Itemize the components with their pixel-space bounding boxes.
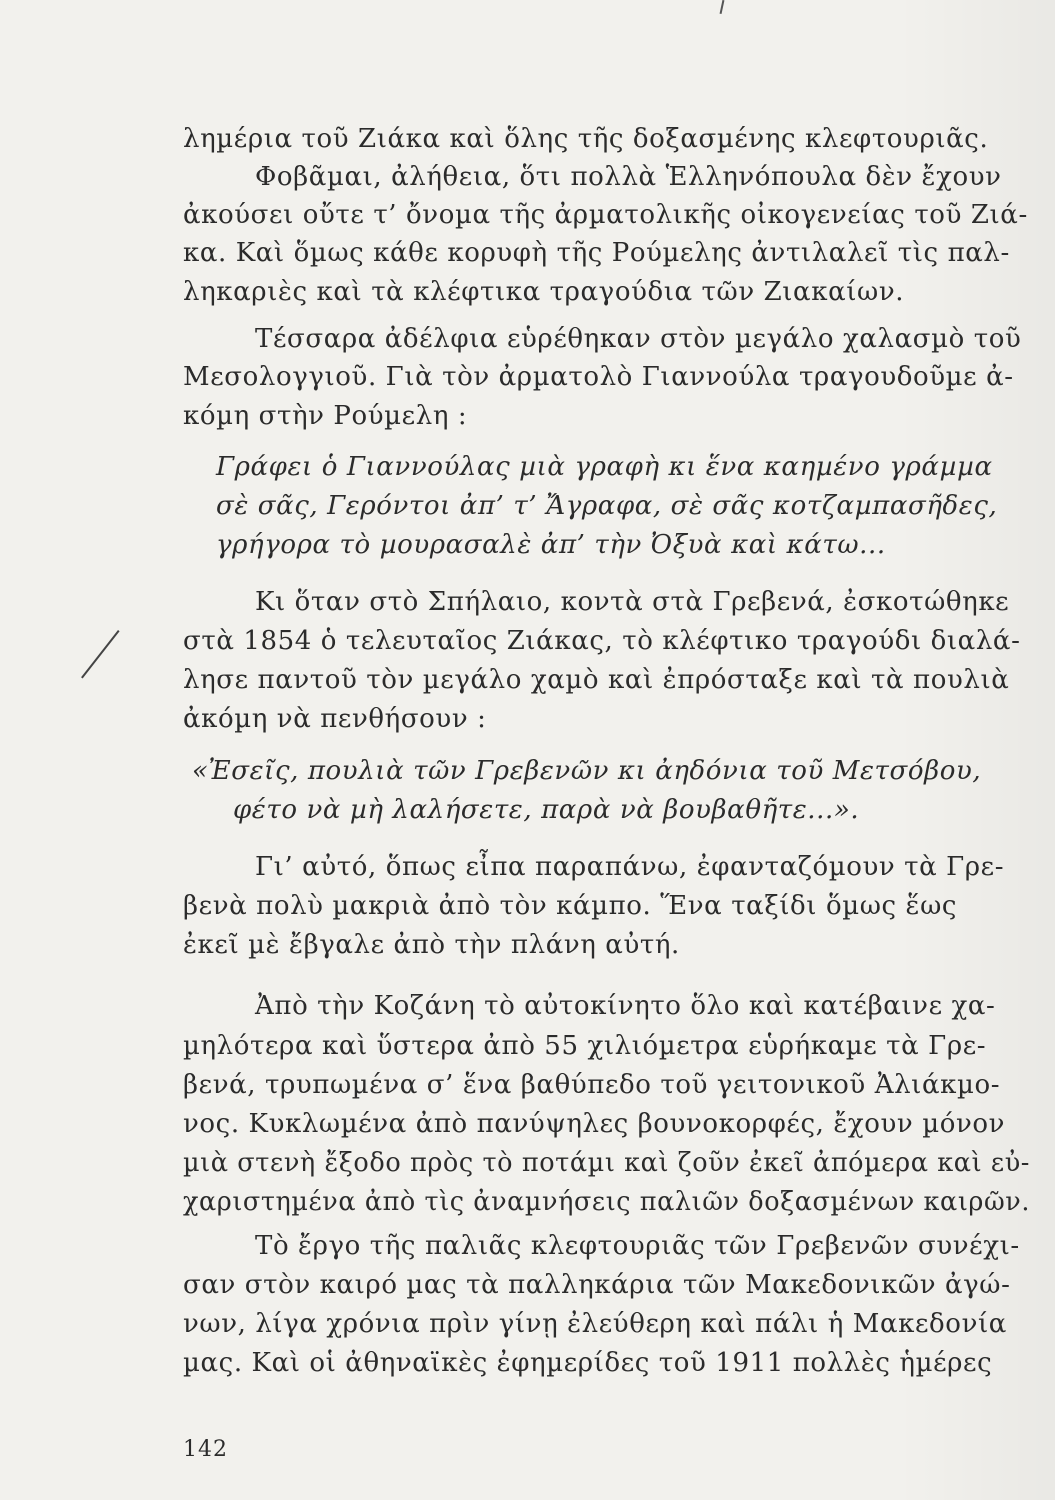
text-line: κόµη στὴν Ρούµελη : [183, 401, 468, 431]
text-line: ἐκεῖ µὲ ἔβγαλε ἀπὸ τὴν πλάνη αὐτή. [183, 930, 680, 960]
text-line: ληµέρια τοῦ Ζιάκα καὶ ὅλης τῆς δοξασµένης κλεφτουριᾶς. [183, 124, 989, 154]
pen-tick-mark [720, 0, 725, 14]
verse-line: γρήγορα τὸ µουρασαλὲ ἀπ’ τὴν Ὀξυὰ καὶ κάτω... [216, 530, 886, 560]
text-line: σαν στὸν καιρό µας τὰ παλληκάρια τῶν Μακεδονικῶν ἀγώ- [183, 1270, 1011, 1300]
verse-line: «Ἐσεῖς, πουλιὰ τῶν Γρεβενῶν κι ἀηδόνια τοῦ Μετσόβου, [192, 756, 982, 786]
text-line: κα. Καὶ ὅµως κάθε κορυφὴ τῆς Ρούµελης ἀντιλαλεῖ τὶς παλ- [183, 238, 1010, 268]
text-line: βενά, τρυπωµένα σ’ ἕνα βαθύπεδο τοῦ γειτονικοῦ Ἀλιάκµο- [183, 1070, 1001, 1100]
verse-line: Γράφει ὁ Γιαννούλας µιὰ γραφὴ κι ἕνα καηµένο γράµµα [216, 452, 993, 482]
text-line: Ἀπὸ τὴν Κοζάνη τὸ αὐτοκίνητο ὅλο καὶ κατέβαινε χα- [255, 991, 996, 1021]
text-line: λησε παντοῦ τὸν µεγάλο χαµὸ καὶ ἐπρόσταξε καὶ τὰ πουλιὰ [183, 665, 1010, 695]
text-line: µιὰ στενὴ ἔξοδο πρὸς τὸ ποτάµι καὶ ζοῦν ἐκεῖ ἀπόµερα καὶ εὐ- [183, 1148, 1031, 1178]
text-line: Τέσσαρα ἀδέλφια εὑρέθηκαν στὸν µεγάλο χαλασµὸ τοῦ [255, 324, 1022, 354]
text-line: ληκαριὲς καὶ τὰ κλέφτικα τραγούδια τῶν Ζιακαίων. [183, 277, 905, 307]
verse-line: σὲ σᾶς, Γερόντοι ἀπ’ τ’ Ἄγραφα, σὲ σᾶς κοτζαµπασῆδες, [216, 491, 998, 521]
text-line: Τὸ ἔργο τῆς παλιᾶς κλεφτουριᾶς τῶν Γρεβενῶν συνέχι- [255, 1231, 1020, 1261]
text-line: νων, λίγα χρόνια πρὶν γίνῃ ἐλεύθερη καὶ πάλι ἡ Μακεδονία [183, 1309, 1007, 1339]
text-line: χαριστηµένα ἀπὸ τὶς ἀναµνήσεις παλιῶν δοξασµένων καιρῶν. [183, 1187, 1031, 1217]
text-line: νος. Κυκλωµένα ἀπὸ πανύψηλες βουνοκορφές, ἔχουν µόνον [183, 1109, 1006, 1139]
margin-pencil-slash [81, 630, 120, 679]
text-line: Κι ὅταν στὸ Σπήλαιο, κοντὰ στὰ Γρεβενά, ἐσκοτώθηκε [255, 587, 1010, 617]
text-line: ἀκόµη νὰ πενθήσουν : [183, 704, 487, 734]
text-line: Μεσολογγιοῦ. Γιὰ τὸν ἀρµατολὸ Γιαννούλα τραγουδοῦµε ἀ- [183, 362, 1014, 392]
page-number: 142 [183, 1437, 228, 1462]
text-line: ἀκούσει οὔτε τ’ ὄνοµα τῆς ἀρµατολικῆς οἰκογενείας τοῦ Ζιά- [183, 200, 1028, 230]
text-line: βενὰ πολὺ µακριὰ ἀπὸ τὸν κάµπο. Ἕνα ταξίδι ὅµως ἕως [183, 891, 958, 921]
text-line: µας. Καὶ οἱ ἀθηναϊκὲς ἐφηµερίδες τοῦ 1911 πολλὲς ἡµέρες [183, 1348, 993, 1378]
verse-line: φέτο νὰ µὴ λαλήσετε, παρὰ νὰ βουβαθῆτε...». [233, 795, 860, 825]
text-line: µηλότερα καὶ ὕστερα ἀπὸ 55 χιλιόµετρα εὑρήκαµε τὰ Γρε- [183, 1031, 987, 1061]
text-line: στὰ 1854 ὁ τελευταῖος Ζιάκας, τὸ κλέφτικο τραγούδι διαλά- [183, 626, 1021, 656]
text-line: Φοβᾶµαι, ἀλήθεια, ὅτι πολλὰ Ἑλληνόπουλα δὲν ἔχουν [255, 162, 1002, 192]
text-line: Γι’ αὐτό, ὅπως εἶπα παραπάνω, ἐφανταζόµουν τὰ Γρε- [255, 852, 1005, 882]
